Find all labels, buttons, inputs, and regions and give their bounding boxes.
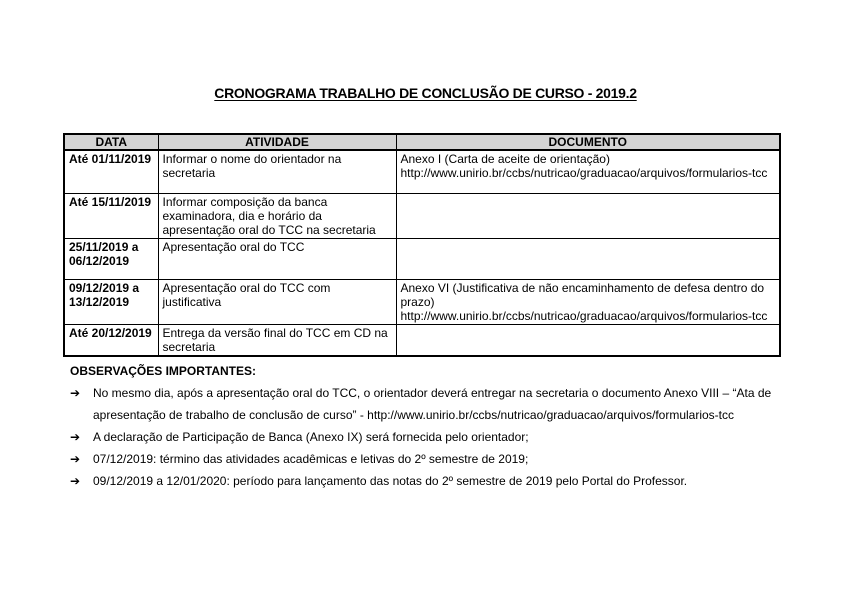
document-cell: [396, 238, 780, 279]
arrow-bullet-icon: ➔: [70, 474, 81, 488]
document-url: http://www.unirio.br/ccbs/nutricao/graduacao/arquivos/formularios-tcc: [400, 166, 768, 180]
date-cell: 09/12/2019 a 13/12/2019: [64, 279, 158, 324]
document-cell: [396, 279, 780, 324]
date-cell: Até 01/11/2019: [64, 150, 158, 193]
date-cell: Até 15/11/2019: [64, 193, 158, 238]
document-cell: [396, 193, 780, 238]
date-cell: 25/11/2019 a 06/12/2019: [64, 238, 158, 279]
page-title: [0, 85, 851, 101]
table-row: [64, 238, 780, 279]
document-text: Anexo I (Carta de aceite de orientação): [400, 152, 610, 166]
date-cell: Até 20/12/2019: [64, 324, 158, 356]
table-row: [64, 324, 780, 356]
activity-cell: Apresentação oral do TCC com justificativa: [158, 279, 396, 324]
arrow-bullet-icon: ➔: [70, 386, 81, 400]
list-item: [70, 382, 782, 426]
column-header-atividade: ATIVIDADE: [158, 134, 396, 150]
arrow-bullet-icon: ➔: [70, 452, 81, 466]
activity-cell: Apresentação oral do TCC: [158, 238, 396, 279]
list-item: [70, 470, 782, 492]
observation-text: 09/12/2019 a 12/01/2020: período para lançamento das notas do 2º semestre de 2019 pelo Portal do Professor.: [93, 474, 688, 488]
activity-cell: Entrega da versão final do TCC em CD na secretaria: [158, 324, 396, 356]
activity-cell: Informar composição da banca examinadora, dia e horário da apresentação oral do TCC na secretaria: [158, 193, 396, 238]
observations-section: [70, 360, 782, 492]
observations-heading: OBSERVAÇÕES IMPORTANTES:: [70, 364, 257, 378]
observation-text: A declaração de Participação de Banca (Anexo IX) será fornecida pelo orientador;: [93, 430, 529, 444]
schedule-table: [63, 133, 781, 357]
table-header-row: [64, 134, 780, 150]
observation-text: No mesmo dia, após a apresentação oral do TCC, o orientador deverá entregar na secretaria o documento Anexo VIII – “Ata de apresentação de trabalho de conclusão de curso” - http://www.unirio.br/ccbs/nutricao/graduacao/arquivos/formularios-tcc: [93, 386, 772, 422]
document-text: Anexo VI (Justificativa de não encaminhamento de defesa dentro do prazo): [400, 280, 765, 309]
activity-cell: Informar o nome do orientador na secretaria: [158, 150, 396, 193]
list-item: [70, 448, 782, 470]
column-header-documento: DOCUMENTO: [396, 134, 780, 150]
document-cell: [396, 324, 780, 356]
page-title-text: CRONOGRAMA TRABALHO DE CONCLUSÃO DE CURSO - 2019.2: [214, 85, 637, 101]
table-row: [64, 150, 780, 193]
column-header-data: DATA: [64, 134, 158, 150]
document-url: http://www.unirio.br/ccbs/nutricao/graduacao/arquivos/formularios-tcc: [400, 308, 768, 323]
table-row: [64, 279, 780, 324]
document-cell: [396, 150, 780, 193]
observation-text: 07/12/2019: término das atividades acadêmicas e letivas do 2º semestre de 2019;: [93, 452, 529, 466]
arrow-bullet-icon: ➔: [70, 430, 81, 444]
table-row: [64, 193, 780, 238]
list-item: [70, 426, 782, 448]
